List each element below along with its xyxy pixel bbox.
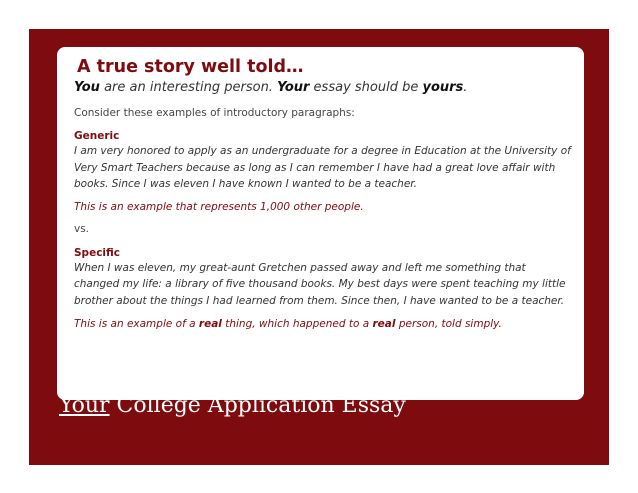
specific-note-part3: person, told simply. [395,318,502,330]
specific-note-real1: real [198,318,222,330]
slide-background [29,29,609,465]
subtitle-part1: are an interesting person. [99,80,278,95]
specific-heading: Specific [74,246,121,259]
card-title: A true story well told… [77,57,304,77]
vs-text: vs. [74,222,90,235]
subtitle-end: . [463,80,468,95]
specific-note-part1: This is an example of a [74,318,199,330]
subtitle-yours: yours [422,80,464,95]
generic-note: This is an example that represents 1,000 other people. [74,200,364,213]
subtitle-you: You [74,80,100,95]
subtitle-your: Your [277,80,310,95]
subtitle-part2: essay should be [309,80,423,95]
specific-paragraph: When I was eleven, my great-aunt Gretchen passed away and left me something that changed my life: a library of five thousand books. My best days were spent teaching my little brother about the things I had learned from them. Since then, I have wanted to be a teacher. [74,261,566,307]
consider-text: Consider these examples of introductory paragraphs: [74,107,355,119]
generic-paragraph: I am very honored to apply as an undergraduate for a degree in Education at the University of Very Smart Teachers because as long as I can remember I have had a great love affair with books. Since I was eleven I have known I wanted to be a teacher. [74,145,571,190]
content-card [57,47,584,400]
generic-heading: Generic [74,130,120,142]
footer-title [59,393,406,418]
footer-rest: College Application Essay [109,393,406,418]
card-subtitle [74,79,572,97]
specific-note-part2: thing, which happened to a [221,318,373,330]
footer-your: Your [59,393,110,418]
specific-note-real2: real [372,318,396,330]
specific-note [74,316,572,332]
